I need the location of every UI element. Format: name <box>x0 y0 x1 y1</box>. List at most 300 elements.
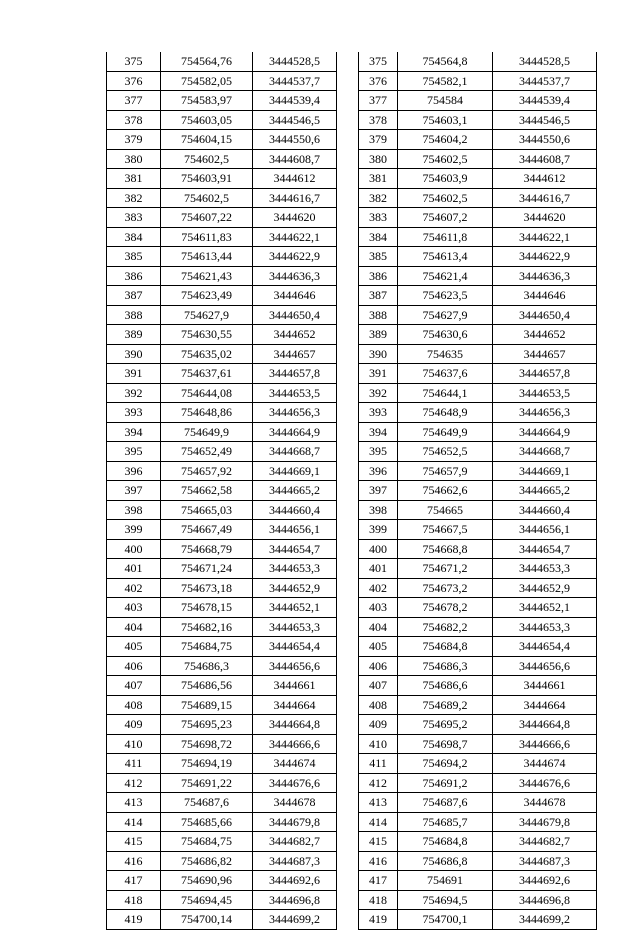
y-coordinate-cell: 3444660,4 <box>253 500 337 520</box>
table-row <box>359 832 597 852</box>
y-coordinate-cell: 3444696,8 <box>253 890 337 910</box>
x-coordinate-cell: 754695,23 <box>161 715 253 735</box>
point-number-cell: 380 <box>359 149 398 169</box>
point-number-cell: 383 <box>359 208 398 228</box>
y-coordinate-cell: 3444546,5 <box>253 110 337 130</box>
point-number-cell: 394 <box>107 422 161 442</box>
point-number-cell: 404 <box>107 617 161 637</box>
x-coordinate-cell: 754583,97 <box>161 91 253 111</box>
point-number-cell: 381 <box>359 169 398 189</box>
x-coordinate-cell: 754613,4 <box>398 247 493 267</box>
table-row <box>359 851 597 871</box>
table-row <box>359 130 597 150</box>
y-coordinate-cell: 3444656,3 <box>253 403 337 423</box>
x-coordinate-cell: 754611,83 <box>161 227 253 247</box>
x-coordinate-cell: 754637,6 <box>398 364 493 384</box>
y-coordinate-cell: 3444687,3 <box>493 851 597 871</box>
y-coordinate-cell: 3444654,4 <box>253 637 337 657</box>
table-row <box>107 383 337 403</box>
table-row <box>359 344 597 364</box>
table-row <box>107 832 337 852</box>
y-coordinate-cell: 3444652,9 <box>253 578 337 598</box>
y-coordinate-cell: 3444665,2 <box>253 481 337 501</box>
x-coordinate-cell: 754687,6 <box>161 793 253 813</box>
y-coordinate-cell: 3444661 <box>493 676 597 696</box>
x-coordinate-cell: 754686,56 <box>161 676 253 696</box>
x-coordinate-cell: 754630,6 <box>398 325 493 345</box>
y-coordinate-cell: 3444656,1 <box>253 520 337 540</box>
table-row <box>107 539 337 559</box>
table-row <box>107 188 337 208</box>
y-coordinate-cell: 3444653,3 <box>493 559 597 579</box>
point-number-cell: 414 <box>107 812 161 832</box>
table-row <box>359 442 597 462</box>
x-coordinate-cell: 754691 <box>398 871 493 891</box>
x-coordinate-cell: 754691,2 <box>398 773 493 793</box>
table-row <box>359 91 597 111</box>
x-coordinate-cell: 754686,3 <box>161 656 253 676</box>
x-coordinate-cell: 754698,72 <box>161 734 253 754</box>
point-number-cell: 375 <box>107 52 161 71</box>
point-number-cell: 411 <box>107 754 161 774</box>
x-coordinate-cell: 754671,24 <box>161 559 253 579</box>
table-row <box>107 52 337 71</box>
point-number-cell: 396 <box>107 461 161 481</box>
y-coordinate-cell: 3444653,5 <box>253 383 337 403</box>
x-coordinate-cell: 754698,7 <box>398 734 493 754</box>
y-coordinate-cell: 3444654,7 <box>493 539 597 559</box>
y-coordinate-cell: 3444666,6 <box>493 734 597 754</box>
x-coordinate-cell: 754637,61 <box>161 364 253 384</box>
table-row <box>359 734 597 754</box>
y-coordinate-cell: 3444612 <box>493 169 597 189</box>
table-row <box>107 208 337 228</box>
x-coordinate-cell: 754584 <box>398 91 493 111</box>
table-row <box>359 871 597 891</box>
point-number-cell: 385 <box>107 247 161 267</box>
y-coordinate-cell: 3444528,5 <box>493 52 597 71</box>
y-coordinate-cell: 3444546,5 <box>493 110 597 130</box>
x-coordinate-cell: 754694,2 <box>398 754 493 774</box>
y-coordinate-cell: 3444669,1 <box>493 461 597 481</box>
y-coordinate-cell: 3444656,6 <box>253 656 337 676</box>
table-row <box>107 637 337 657</box>
point-number-cell: 414 <box>359 812 398 832</box>
table-row <box>359 364 597 384</box>
y-coordinate-cell: 3444539,4 <box>493 91 597 111</box>
y-coordinate-cell: 3444654,4 <box>493 637 597 657</box>
x-coordinate-cell: 754613,44 <box>161 247 253 267</box>
y-coordinate-cell: 3444679,8 <box>493 812 597 832</box>
y-coordinate-cell: 3444657 <box>253 344 337 364</box>
point-number-cell: 398 <box>107 500 161 520</box>
point-number-cell: 378 <box>359 110 398 130</box>
x-coordinate-cell: 754603,9 <box>398 169 493 189</box>
coordinates-table-left-body <box>107 52 337 929</box>
point-number-cell: 386 <box>107 266 161 286</box>
point-number-cell: 386 <box>359 266 398 286</box>
point-number-cell: 402 <box>107 578 161 598</box>
table-row <box>359 325 597 345</box>
table-row <box>107 481 337 501</box>
table-row <box>107 598 337 618</box>
y-coordinate-cell: 3444664,8 <box>493 715 597 735</box>
table-row <box>107 812 337 832</box>
point-number-cell: 391 <box>107 364 161 384</box>
y-coordinate-cell: 3444699,2 <box>253 910 337 930</box>
x-coordinate-cell: 754603,91 <box>161 169 253 189</box>
x-coordinate-cell: 754662,58 <box>161 481 253 501</box>
point-number-cell: 407 <box>359 676 398 696</box>
y-coordinate-cell: 3444657 <box>493 344 597 364</box>
x-coordinate-cell: 754684,75 <box>161 832 253 852</box>
x-coordinate-cell: 754668,79 <box>161 539 253 559</box>
point-number-cell: 387 <box>107 286 161 306</box>
y-coordinate-cell: 3444656,1 <box>493 520 597 540</box>
point-number-cell: 409 <box>359 715 398 735</box>
point-number-cell: 405 <box>107 637 161 657</box>
table-row <box>359 812 597 832</box>
y-coordinate-cell: 3444664,9 <box>493 422 597 442</box>
point-number-cell: 388 <box>107 305 161 325</box>
x-coordinate-cell: 754649,9 <box>398 422 493 442</box>
y-coordinate-cell: 3444612 <box>253 169 337 189</box>
y-coordinate-cell: 3444696,8 <box>493 890 597 910</box>
table-row <box>107 442 337 462</box>
y-coordinate-cell: 3444620 <box>493 208 597 228</box>
x-coordinate-cell: 754644,1 <box>398 383 493 403</box>
table-row <box>107 773 337 793</box>
table-row <box>107 871 337 891</box>
table-row <box>359 754 597 774</box>
x-coordinate-cell: 754657,92 <box>161 461 253 481</box>
table-row <box>359 637 597 657</box>
point-number-cell: 411 <box>359 754 398 774</box>
y-coordinate-cell: 3444682,7 <box>253 832 337 852</box>
y-coordinate-cell: 3444616,7 <box>493 188 597 208</box>
table-row <box>107 286 337 306</box>
y-coordinate-cell: 3444653,3 <box>493 617 597 637</box>
point-number-cell: 403 <box>359 598 398 618</box>
point-number-cell: 409 <box>107 715 161 735</box>
table-row <box>359 481 597 501</box>
y-coordinate-cell: 3444676,6 <box>493 773 597 793</box>
table-row <box>107 695 337 715</box>
point-number-cell: 392 <box>359 383 398 403</box>
point-number-cell: 385 <box>359 247 398 267</box>
x-coordinate-cell: 754662,6 <box>398 481 493 501</box>
x-coordinate-cell: 754673,2 <box>398 578 493 598</box>
x-coordinate-cell: 754685,7 <box>398 812 493 832</box>
x-coordinate-cell: 754652,5 <box>398 442 493 462</box>
point-number-cell: 389 <box>107 325 161 345</box>
x-coordinate-cell: 754652,49 <box>161 442 253 462</box>
x-coordinate-cell: 754657,9 <box>398 461 493 481</box>
x-coordinate-cell: 754686,6 <box>398 676 493 696</box>
y-coordinate-cell: 3444654,7 <box>253 539 337 559</box>
table-row <box>359 617 597 637</box>
table-row <box>107 734 337 754</box>
y-coordinate-cell: 3444674 <box>493 754 597 774</box>
y-coordinate-cell: 3444622,9 <box>493 247 597 267</box>
point-number-cell: 402 <box>359 578 398 598</box>
point-number-cell: 390 <box>107 344 161 364</box>
point-number-cell: 404 <box>359 617 398 637</box>
x-coordinate-cell: 754564,8 <box>398 52 493 71</box>
table-row <box>359 208 597 228</box>
point-number-cell: 399 <box>107 520 161 540</box>
y-coordinate-cell: 3444656,6 <box>493 656 597 676</box>
y-coordinate-cell: 3444660,4 <box>493 500 597 520</box>
x-coordinate-cell: 754602,5 <box>161 149 253 169</box>
x-coordinate-cell: 754602,5 <box>161 188 253 208</box>
point-number-cell: 413 <box>359 793 398 813</box>
table-row <box>107 559 337 579</box>
point-number-cell: 413 <box>107 793 161 813</box>
table-row <box>359 247 597 267</box>
table-row <box>107 364 337 384</box>
x-coordinate-cell: 754668,8 <box>398 539 493 559</box>
y-coordinate-cell: 3444652,9 <box>493 578 597 598</box>
table-row <box>107 851 337 871</box>
point-number-cell: 381 <box>107 169 161 189</box>
table-row <box>107 910 337 930</box>
table-row <box>359 676 597 696</box>
point-number-cell: 418 <box>359 890 398 910</box>
x-coordinate-cell: 754687,6 <box>398 793 493 813</box>
table-row <box>107 890 337 910</box>
table-row <box>359 403 597 423</box>
point-number-cell: 377 <box>107 91 161 111</box>
table-row <box>359 539 597 559</box>
point-number-cell: 406 <box>359 656 398 676</box>
y-coordinate-cell: 3444682,7 <box>493 832 597 852</box>
x-coordinate-cell: 754635 <box>398 344 493 364</box>
point-number-cell: 412 <box>359 773 398 793</box>
y-coordinate-cell: 3444678 <box>253 793 337 813</box>
table-row <box>107 169 337 189</box>
x-coordinate-cell: 754630,55 <box>161 325 253 345</box>
coordinates-table-right-body <box>359 52 597 929</box>
point-number-cell: 410 <box>107 734 161 754</box>
point-number-cell: 384 <box>359 227 398 247</box>
x-coordinate-cell: 754603,05 <box>161 110 253 130</box>
table-row <box>359 695 597 715</box>
point-number-cell: 417 <box>359 871 398 891</box>
y-coordinate-cell: 3444653,3 <box>253 559 337 579</box>
point-number-cell: 417 <box>107 871 161 891</box>
point-number-cell: 375 <box>359 52 398 71</box>
y-coordinate-cell: 3444653,3 <box>253 617 337 637</box>
y-coordinate-cell: 3444620 <box>253 208 337 228</box>
point-number-cell: 395 <box>107 442 161 462</box>
x-coordinate-cell: 754665 <box>398 500 493 520</box>
table-row <box>107 461 337 481</box>
x-coordinate-cell: 754684,8 <box>398 832 493 852</box>
point-number-cell: 378 <box>107 110 161 130</box>
table-row <box>359 773 597 793</box>
point-number-cell: 393 <box>107 403 161 423</box>
y-coordinate-cell: 3444650,4 <box>493 305 597 325</box>
table-row <box>359 71 597 91</box>
table-row <box>359 578 597 598</box>
y-coordinate-cell: 3444664 <box>253 695 337 715</box>
y-coordinate-cell: 3444657,8 <box>253 364 337 384</box>
table-row <box>107 71 337 91</box>
table-row <box>107 305 337 325</box>
point-number-cell: 401 <box>359 559 398 579</box>
table-row <box>359 656 597 676</box>
point-number-cell: 415 <box>359 832 398 852</box>
y-coordinate-cell: 3444622,9 <box>253 247 337 267</box>
x-coordinate-cell: 754686,82 <box>161 851 253 871</box>
point-number-cell: 418 <box>107 890 161 910</box>
point-number-cell: 419 <box>107 910 161 930</box>
point-number-cell: 394 <box>359 422 398 442</box>
coordinates-table-left <box>106 52 337 930</box>
y-coordinate-cell: 3444636,3 <box>493 266 597 286</box>
x-coordinate-cell: 754694,19 <box>161 754 253 774</box>
x-coordinate-cell: 754649,9 <box>161 422 253 442</box>
point-number-cell: 389 <box>359 325 398 345</box>
table-row <box>107 344 337 364</box>
table-row <box>359 461 597 481</box>
x-coordinate-cell: 754682,16 <box>161 617 253 637</box>
x-coordinate-cell: 754667,5 <box>398 520 493 540</box>
x-coordinate-cell: 754621,43 <box>161 266 253 286</box>
y-coordinate-cell: 3444528,5 <box>253 52 337 71</box>
y-coordinate-cell: 3444636,3 <box>253 266 337 286</box>
x-coordinate-cell: 754602,5 <box>398 149 493 169</box>
y-coordinate-cell: 3444646 <box>253 286 337 306</box>
table-row <box>107 110 337 130</box>
point-number-cell: 376 <box>359 71 398 91</box>
y-coordinate-cell: 3444664,8 <box>253 715 337 735</box>
x-coordinate-cell: 754607,2 <box>398 208 493 228</box>
y-coordinate-cell: 3444550,6 <box>493 130 597 150</box>
point-number-cell: 380 <box>107 149 161 169</box>
x-coordinate-cell: 754604,15 <box>161 130 253 150</box>
x-coordinate-cell: 754684,8 <box>398 637 493 657</box>
table-row <box>107 247 337 267</box>
y-coordinate-cell: 3444622,1 <box>493 227 597 247</box>
y-coordinate-cell: 3444657,8 <box>493 364 597 384</box>
x-coordinate-cell: 754682,2 <box>398 617 493 637</box>
x-coordinate-cell: 754694,45 <box>161 890 253 910</box>
table-row <box>107 715 337 735</box>
table-row <box>359 52 597 71</box>
x-coordinate-cell: 754623,49 <box>161 286 253 306</box>
x-coordinate-cell: 754621,4 <box>398 266 493 286</box>
point-number-cell: 416 <box>359 851 398 871</box>
table-row <box>107 422 337 442</box>
x-coordinate-cell: 754684,75 <box>161 637 253 657</box>
x-coordinate-cell: 754582,1 <box>398 71 493 91</box>
point-number-cell: 398 <box>359 500 398 520</box>
x-coordinate-cell: 754607,22 <box>161 208 253 228</box>
point-number-cell: 412 <box>107 773 161 793</box>
table-row <box>359 286 597 306</box>
x-coordinate-cell: 754700,14 <box>161 910 253 930</box>
point-number-cell: 416 <box>107 851 161 871</box>
table-row <box>359 520 597 540</box>
table-row <box>107 793 337 813</box>
y-coordinate-cell: 3444699,2 <box>493 910 597 930</box>
table-row <box>107 91 337 111</box>
point-number-cell: 396 <box>359 461 398 481</box>
y-coordinate-cell: 3444679,8 <box>253 812 337 832</box>
x-coordinate-cell: 754690,96 <box>161 871 253 891</box>
x-coordinate-cell: 754667,49 <box>161 520 253 540</box>
table-row <box>359 227 597 247</box>
table-row <box>359 305 597 325</box>
y-coordinate-cell: 3444539,4 <box>253 91 337 111</box>
x-coordinate-cell: 754686,8 <box>398 851 493 871</box>
y-coordinate-cell: 3444616,7 <box>253 188 337 208</box>
point-number-cell: 401 <box>107 559 161 579</box>
point-number-cell: 399 <box>359 520 398 540</box>
x-coordinate-cell: 754678,2 <box>398 598 493 618</box>
y-coordinate-cell: 3444653,5 <box>493 383 597 403</box>
x-coordinate-cell: 754671,2 <box>398 559 493 579</box>
table-row <box>107 325 337 345</box>
table-row <box>359 598 597 618</box>
coordinates-table-right <box>358 52 597 930</box>
point-number-cell: 379 <box>359 130 398 150</box>
x-coordinate-cell: 754689,2 <box>398 695 493 715</box>
point-number-cell: 382 <box>107 188 161 208</box>
y-coordinate-cell: 3444664,9 <box>253 422 337 442</box>
point-number-cell: 395 <box>359 442 398 462</box>
table-row <box>107 500 337 520</box>
table-row <box>107 149 337 169</box>
point-number-cell: 408 <box>107 695 161 715</box>
y-coordinate-cell: 3444666,6 <box>253 734 337 754</box>
x-coordinate-cell: 754673,18 <box>161 578 253 598</box>
x-coordinate-cell: 754603,1 <box>398 110 493 130</box>
point-number-cell: 387 <box>359 286 398 306</box>
point-number-cell: 384 <box>107 227 161 247</box>
x-coordinate-cell: 754694,5 <box>398 890 493 910</box>
y-coordinate-cell: 3444676,6 <box>253 773 337 793</box>
point-number-cell: 408 <box>359 695 398 715</box>
point-number-cell: 406 <box>107 656 161 676</box>
table-row <box>359 169 597 189</box>
table-row <box>107 266 337 286</box>
table-row <box>359 383 597 403</box>
point-number-cell: 391 <box>359 364 398 384</box>
table-row <box>107 130 337 150</box>
point-number-cell: 392 <box>107 383 161 403</box>
y-coordinate-cell: 3444550,6 <box>253 130 337 150</box>
table-row <box>359 890 597 910</box>
table-row <box>359 110 597 130</box>
y-coordinate-cell: 3444650,4 <box>253 305 337 325</box>
x-coordinate-cell: 754611,8 <box>398 227 493 247</box>
y-coordinate-cell: 3444622,1 <box>253 227 337 247</box>
x-coordinate-cell: 754665,03 <box>161 500 253 520</box>
y-coordinate-cell: 3444668,7 <box>253 442 337 462</box>
table-row <box>359 266 597 286</box>
x-coordinate-cell: 754695,2 <box>398 715 493 735</box>
point-number-cell: 379 <box>107 130 161 150</box>
point-number-cell: 400 <box>359 539 398 559</box>
point-number-cell: 403 <box>107 598 161 618</box>
table-row <box>107 578 337 598</box>
point-number-cell: 415 <box>107 832 161 852</box>
table-row <box>107 676 337 696</box>
x-coordinate-cell: 754644,08 <box>161 383 253 403</box>
